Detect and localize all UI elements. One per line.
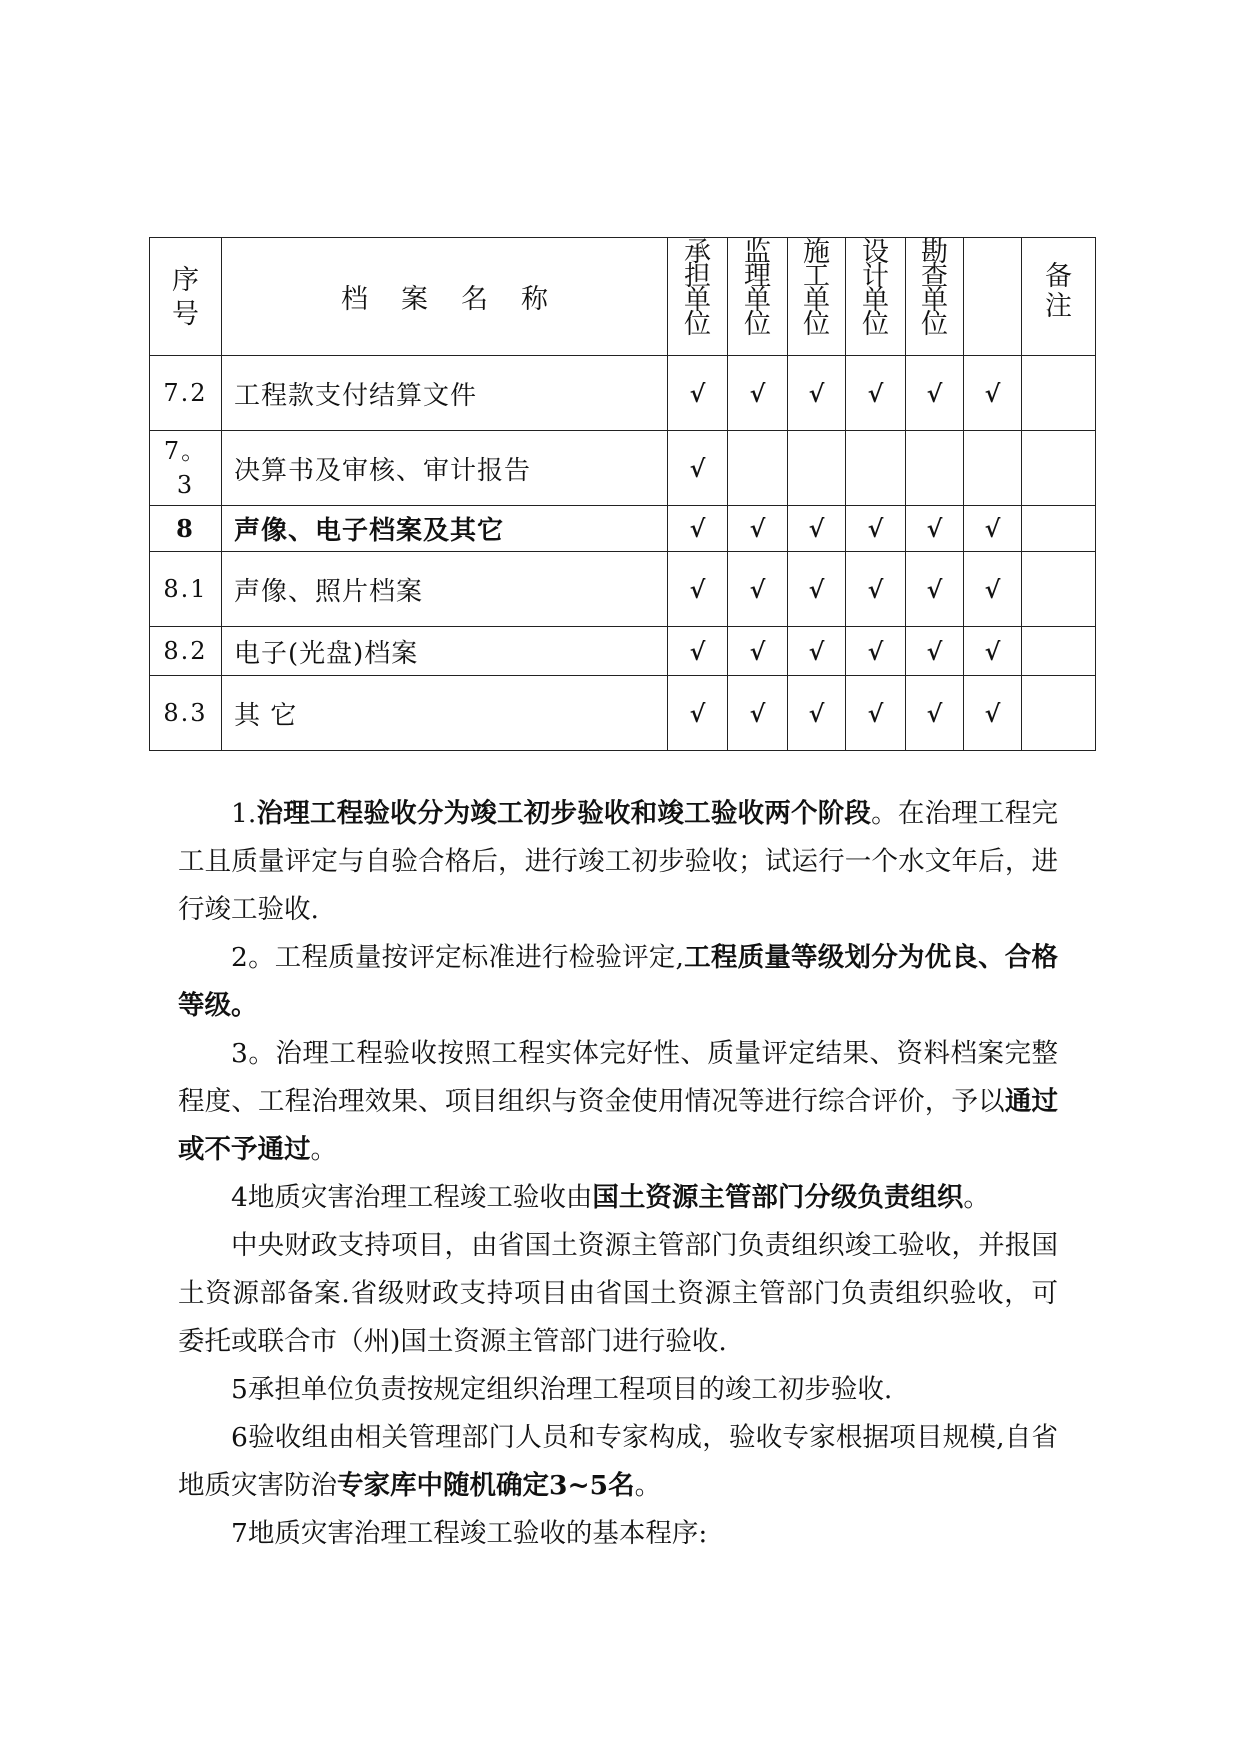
row-name: 声像、电子档案及其它 bbox=[222, 506, 668, 552]
check-cell: √ bbox=[964, 627, 1022, 676]
check-cell bbox=[964, 431, 1022, 506]
header-unit-0 bbox=[668, 238, 728, 356]
check-cell bbox=[728, 431, 788, 506]
check-cell: √ bbox=[964, 356, 1022, 431]
header-unit-text: 承担单位 bbox=[684, 237, 711, 340]
note-cell bbox=[1022, 506, 1096, 552]
row-name: 其 它 bbox=[222, 676, 668, 751]
check-cell: √ bbox=[788, 627, 846, 676]
row-name: 决算书及审核、审计报告 bbox=[222, 431, 668, 506]
paragraph-1 bbox=[178, 790, 1058, 934]
row-seq: 8.1 bbox=[150, 552, 222, 627]
row-seq: 8 bbox=[150, 506, 222, 552]
p1-number: 1. bbox=[231, 798, 257, 829]
table-row bbox=[150, 676, 1096, 751]
header-unit-1 bbox=[728, 238, 788, 356]
check-cell: √ bbox=[668, 552, 728, 627]
check-cell: √ bbox=[906, 356, 964, 431]
check-cell: √ bbox=[728, 552, 788, 627]
row-name: 声像、照片档案 bbox=[222, 552, 668, 627]
header-seq-text: 序号 bbox=[172, 265, 199, 330]
p4-bold-text: 国土资源主管部门分级负责组织 bbox=[592, 1182, 964, 1213]
header-seq bbox=[150, 238, 222, 356]
header-name: 档案名称 bbox=[222, 238, 668, 356]
paragraph-8: 7地质灾害治理工程竣工验收的基本程序: bbox=[231, 1518, 708, 1549]
note-cell bbox=[1022, 552, 1096, 627]
header-unit-text: 施工单位 bbox=[803, 237, 830, 340]
p4-text: 4地质灾害治理工程竣工验收由 bbox=[231, 1182, 593, 1213]
check-cell: √ bbox=[728, 627, 788, 676]
row-name: 工程款支付结算文件 bbox=[222, 356, 668, 431]
check-cell bbox=[788, 431, 846, 506]
p2-text: 2。工程质量按评定标准进行检验评定, bbox=[231, 942, 684, 973]
check-cell: √ bbox=[906, 552, 964, 627]
paragraph-2 bbox=[178, 934, 1058, 1030]
p3-text: 3。治理工程验收按照工程实体完好性、质量评定结果、资料档案完整程度、工程治理效果、项目组织与资金使用情况等进行综合评价，予以 bbox=[178, 1038, 1058, 1117]
header-note bbox=[1022, 238, 1096, 356]
check-cell: √ bbox=[788, 552, 846, 627]
check-cell bbox=[906, 431, 964, 506]
paragraph-6: 5承担单位负责按规定组织治理工程项目的竣工初步验收. bbox=[231, 1374, 893, 1405]
table-row bbox=[150, 552, 1096, 627]
note-cell bbox=[1022, 676, 1096, 751]
table-row bbox=[150, 506, 1096, 552]
check-cell: √ bbox=[906, 676, 964, 751]
note-cell bbox=[1022, 431, 1096, 506]
check-cell: √ bbox=[964, 676, 1022, 751]
check-cell: √ bbox=[668, 676, 728, 751]
paragraph-3 bbox=[178, 1030, 1058, 1174]
row-seq: 8.2 bbox=[150, 627, 222, 676]
header-unit-text: 勘查单位 bbox=[921, 237, 948, 340]
p2-bold-text: 工程质量等级划分为优良、合格等级。 bbox=[178, 942, 1058, 1021]
row-name: 电子(光盘)档案 bbox=[222, 627, 668, 676]
table-row bbox=[150, 627, 1096, 676]
check-cell: √ bbox=[668, 627, 728, 676]
header-unit-4 bbox=[906, 238, 964, 356]
check-cell bbox=[846, 431, 906, 506]
p7-bold-text: 专家库中随机确定3~5名 bbox=[337, 1470, 635, 1501]
table-row bbox=[150, 356, 1096, 431]
header-note-text: 备注 bbox=[1045, 261, 1072, 322]
p3-bold-text: 通过或不予通过 bbox=[178, 1086, 1058, 1165]
p7-text: 6验收组由相关管理部门人员和专家构成，验收专家根据项目规模,自省地质灾害防治 bbox=[178, 1422, 1058, 1501]
table-header-row bbox=[150, 238, 1096, 356]
header-unit-5 bbox=[964, 238, 1022, 356]
check-cell: √ bbox=[846, 552, 906, 627]
body-text bbox=[178, 790, 1058, 1558]
check-cell: √ bbox=[846, 356, 906, 431]
row-seq: 7。3 bbox=[150, 431, 222, 506]
check-cell: √ bbox=[788, 506, 846, 552]
check-cell: √ bbox=[668, 506, 728, 552]
check-cell: √ bbox=[846, 627, 906, 676]
p1-text: 。在治理工程完工且质量评定与自验合格后，进行竣工初步验收；试运行一个水文年后，进行竣工验收. bbox=[178, 798, 1059, 925]
check-cell: √ bbox=[906, 506, 964, 552]
check-cell: √ bbox=[846, 506, 906, 552]
check-cell: √ bbox=[728, 356, 788, 431]
check-cell: √ bbox=[728, 506, 788, 552]
row-seq: 7.2 bbox=[150, 356, 222, 431]
paragraph-5: 中央财政支持项目，由省国土资源主管部门负责组织竣工验收，并报国土资源部备案.省级财政支持项目由省国土资源主管部门负责组织验收，可委托或联合市（州)国土资源主管部门进行验收. bbox=[178, 1230, 1058, 1357]
header-unit-2 bbox=[788, 238, 846, 356]
check-cell: √ bbox=[668, 431, 728, 506]
check-cell: √ bbox=[788, 676, 846, 751]
check-cell: √ bbox=[788, 356, 846, 431]
header-unit-3 bbox=[846, 238, 906, 356]
check-cell: √ bbox=[964, 552, 1022, 627]
check-cell: √ bbox=[846, 676, 906, 751]
header-unit-text bbox=[979, 250, 1006, 253]
row-seq: 8.3 bbox=[150, 676, 222, 751]
table-row bbox=[150, 431, 1096, 506]
archive-table bbox=[149, 237, 1096, 751]
p3-end: 。 bbox=[310, 1134, 337, 1165]
header-unit-text: 设计单位 bbox=[862, 237, 889, 340]
check-cell: √ bbox=[668, 356, 728, 431]
paragraph-4 bbox=[178, 1174, 1058, 1222]
note-cell bbox=[1022, 356, 1096, 431]
check-cell: √ bbox=[906, 627, 964, 676]
p1-bold-text: 治理工程验收分为竣工初步验收和竣工验收两个阶段 bbox=[256, 798, 872, 829]
p4-end: 。 bbox=[963, 1182, 990, 1213]
check-cell: √ bbox=[964, 506, 1022, 552]
note-cell bbox=[1022, 627, 1096, 676]
p7-end: 。 bbox=[634, 1470, 662, 1501]
paragraph-7 bbox=[178, 1414, 1058, 1510]
check-cell: √ bbox=[728, 676, 788, 751]
header-unit-text: 监理单位 bbox=[744, 237, 771, 340]
